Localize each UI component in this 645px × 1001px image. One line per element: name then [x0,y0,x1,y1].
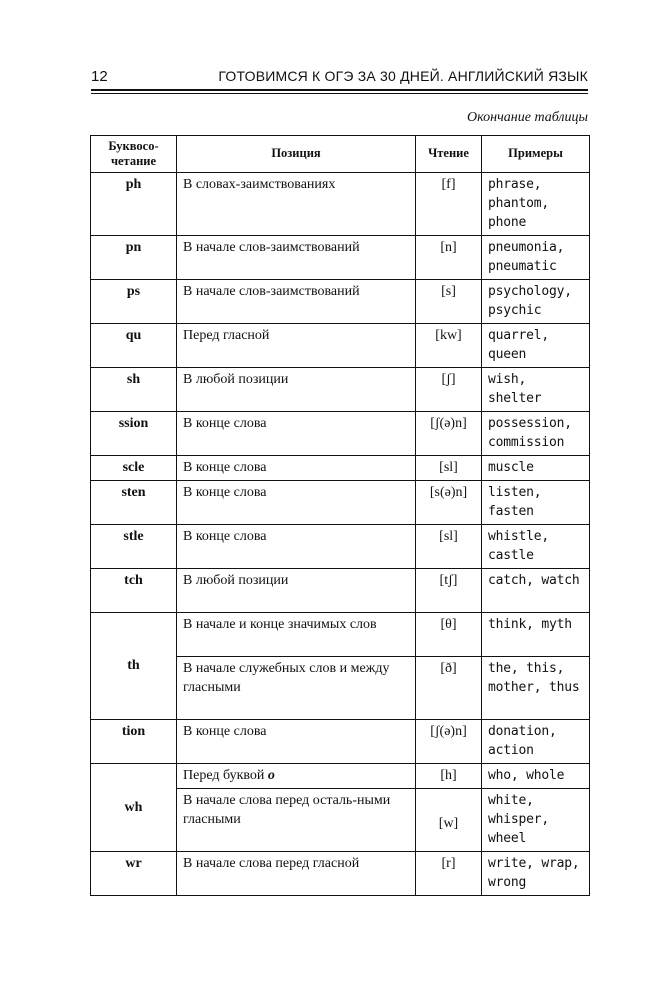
position-cell: В начале слова перед осталь-ными гласными [177,789,416,852]
combo-cell: scle [91,456,177,481]
header-combination: Буквосо-четание [91,136,177,173]
combo-cell: ph [91,173,177,236]
position-cell: В любой позиции [177,569,416,613]
position-cell: В любой позиции [177,368,416,412]
position-cell: В конце слова [177,481,416,525]
examples-cell: white, whisper, wheel [482,789,590,852]
table-row [91,236,590,280]
combo-cell: tion [91,720,177,764]
examples-cell: pneumonia, pneumatic [482,236,590,280]
reading-cell: [sl] [416,525,482,569]
reading-cell: [f] [416,173,482,236]
combo-cell: tch [91,569,177,613]
position-cell: В начале служебных слов и между гласными [177,657,416,720]
running-title: ГОТОВИМСЯ К ОГЭ ЗА 30 ДНЕЙ. АНГЛИЙСКИЙ ЯЗЫК [218,68,588,84]
table-row [91,173,590,236]
reading-cell: [ʃ] [416,368,482,412]
reading-cell: [w] [416,789,482,852]
letter-o: o [267,768,275,783]
examples-cell: phrase, phantom, phone [482,173,590,236]
table-row [91,481,590,525]
table-row [91,569,590,613]
reading-cell: [s] [416,280,482,324]
position-cell: В начале слов-заимствований [177,280,416,324]
table-header-row [91,136,590,173]
combo-cell: sten [91,481,177,525]
table-row [91,324,590,368]
position-cell [177,764,416,789]
table-row [91,456,590,481]
reading-cell: [ʃ(ə)n] [416,412,482,456]
reading-cell: [kw] [416,324,482,368]
examples-cell: whistle, castle [482,525,590,569]
header-reading: Чтение [416,136,482,173]
combo-cell: sh [91,368,177,412]
reading-cell: [ð] [416,657,482,720]
reading-cell: [s(ə)n] [416,481,482,525]
table-row [91,525,590,569]
reading-cell: [n] [416,236,482,280]
reading-cell: [θ] [416,613,482,657]
examples-cell: donation, action [482,720,590,764]
position-cell: В конце слова [177,720,416,764]
examples-cell: who, whole [482,764,590,789]
examples-cell: muscle [482,456,590,481]
combo-cell: stle [91,525,177,569]
page-number: 12 [91,68,108,85]
combo-cell: pn [91,236,177,280]
examples-cell: listen, fasten [482,481,590,525]
combo-cell: qu [91,324,177,368]
reading-cell: [r] [416,852,482,896]
position-cell: В конце слова [177,525,416,569]
table-row [91,852,590,896]
position-cell: В начале слова перед гласной [177,852,416,896]
examples-cell: wish, shelter [482,368,590,412]
combo-cell: wr [91,852,177,896]
examples-cell: think, myth [482,613,590,657]
examples-cell: psychology, psychic [482,280,590,324]
combo-cell: ssion [91,412,177,456]
letter-combination-table [90,135,590,896]
examples-cell: catch, watch [482,569,590,613]
header-position: Позиция [177,136,416,173]
header-examples: Примеры [482,136,590,173]
table-row [91,613,590,657]
reading-cell: [sl] [416,456,482,481]
table-row [91,764,590,789]
table-row [91,368,590,412]
reading-cell: [h] [416,764,482,789]
examples-cell: possession, commission [482,412,590,456]
examples-cell: quarrel, queen [482,324,590,368]
combo-cell: ps [91,280,177,324]
table-row [91,412,590,456]
table-caption: Окончание таблицы [467,110,588,125]
position-cell: В начале слов-заимствований [177,236,416,280]
header-rule-thick [91,89,588,91]
position-cell: В конце слова [177,412,416,456]
position-prefix: Перед буквой [183,768,268,783]
reading-cell: [tʃ] [416,569,482,613]
page-header [91,68,588,90]
reading-cell: [ʃ(ə)n] [416,720,482,764]
table-row [91,720,590,764]
position-cell: В конце слова [177,456,416,481]
examples-cell: the, this, mother, thus [482,657,590,720]
header-rule-thin [91,93,588,94]
position-cell: В начале и конце значимых слов [177,613,416,657]
table-row [91,280,590,324]
examples-cell: write, wrap, wrong [482,852,590,896]
position-cell: В словах-заимствованиях [177,173,416,236]
combo-cell: wh [91,764,177,852]
position-cell: Перед гласной [177,324,416,368]
combo-cell: th [91,613,177,720]
